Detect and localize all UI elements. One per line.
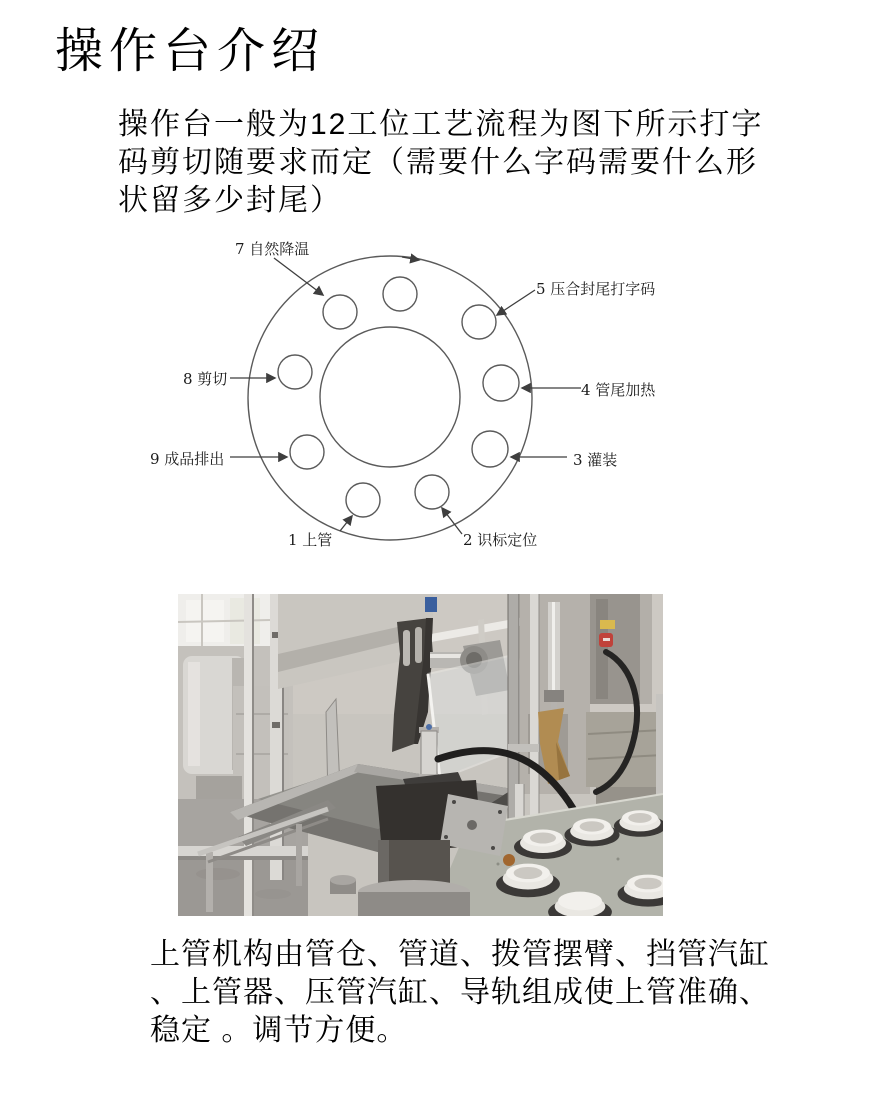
intro-line: 码剪切随要求而定（需要什么字码需要什么形 <box>118 146 758 179</box>
station-circle-2 <box>415 475 449 509</box>
intro-paragraph <box>118 106 763 220</box>
page-title: 操作台介绍 <box>55 25 326 78</box>
machine-photo <box>178 594 663 916</box>
station-circle-4 <box>483 365 519 401</box>
outro-line: 上管机构由管仓、管道、拨管摆臂、挡管汽缸 <box>150 938 770 971</box>
station-circle-5 <box>462 305 496 339</box>
station-label-3: 3 灌装 <box>573 451 618 469</box>
station-circle-3 <box>472 431 508 467</box>
outer-circle <box>248 256 532 540</box>
station-label-7: 7 自然降温 <box>235 240 310 258</box>
inner-circle <box>320 327 460 467</box>
station-circle-7 <box>323 295 357 329</box>
outro-line: 稳定 。调节方便。 <box>150 1014 408 1047</box>
station-circle-9 <box>290 435 324 469</box>
station-label-5: 5 压合封尾打字码 <box>536 280 656 298</box>
arrow-to-station-2 <box>442 508 462 534</box>
station-label-9: 9 成品排出 <box>150 450 225 468</box>
outro-paragraph <box>150 936 770 1050</box>
arrow-to-station-1 <box>340 516 352 531</box>
station-label-2: 2 识标定位 <box>463 531 538 549</box>
outro-line: 、上管器、压管汽缸、导轨组成使上管准确、 <box>150 976 770 1009</box>
station-label-4: 4 管尾加热 <box>581 381 656 399</box>
arrow-to-station-5 <box>497 290 535 315</box>
yellow-tag <box>600 620 615 629</box>
station-label-8: 8 剪切 <box>183 370 228 388</box>
station-label-1: 1 上管 <box>288 531 333 549</box>
intro-line: 状留多少封尾） <box>118 184 342 217</box>
process-diagram <box>140 236 700 566</box>
station-circle-1 <box>346 483 380 517</box>
intro-line: 操作台一般为12工位工艺流程为图下所示打字 <box>118 108 764 141</box>
station-circle-8 <box>278 355 312 389</box>
station-circle-6 <box>383 277 417 311</box>
